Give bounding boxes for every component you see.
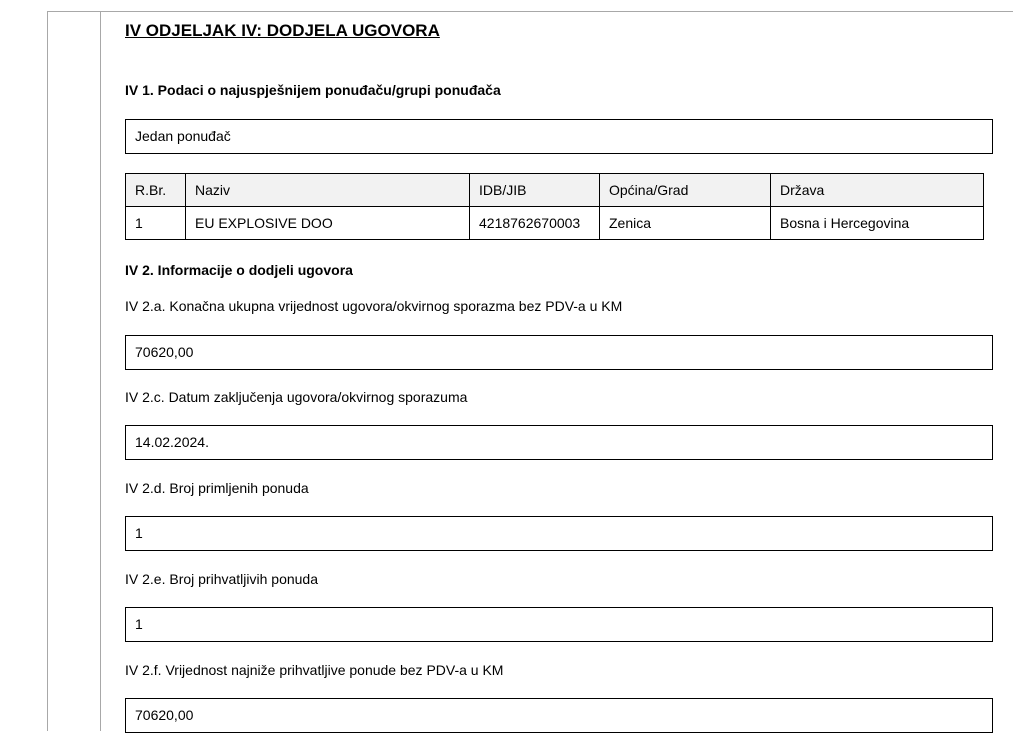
received-offers-value: 1 [135,525,143,541]
contract-date-label: IV 2.c. Datum zaključenja ugovora/okvirnog sporazuma [125,389,468,405]
table-header-row [126,174,984,207]
lowest-offer-label: IV 2.f. Vrijednost najniže prihvatljive ponude bez PDV-a u KM [125,662,504,678]
col-header-idb: IDB/JIB [470,174,600,207]
col-header-drzava: Država [771,174,984,207]
table-row [126,207,984,240]
col-header-naziv: Naziv [186,174,470,207]
cell-naziv: EU EXPLOSIVE DOO [186,207,470,240]
bidder-type-field [125,119,993,154]
page-frame-left [47,11,48,731]
acceptable-offers-label: IV 2.e. Broj prihvatljivih ponuda [125,571,318,587]
winning-bidder-table [125,173,984,240]
page-frame-top [47,11,1013,12]
cell-drzava: Bosna i Hercegovina [771,207,984,240]
acceptable-offers-value: 1 [135,616,143,632]
contract-value-label: IV 2.a. Konačna ukupna vrijednost ugovora/okvirnog sporazma bez PDV-a u KM [125,298,623,314]
col-header-rbr: R.Br. [126,174,186,207]
contract-date-field [125,425,993,460]
cell-rbr: 1 [126,207,186,240]
iv2-heading: IV 2. Informacije o dodjeli ugovora [125,262,353,278]
contract-date-value: 14.02.2024. [135,434,209,450]
acceptable-offers-field [125,607,993,642]
cell-opcina: Zenica [600,207,771,240]
col-header-opcina: Općina/Grad [600,174,771,207]
lowest-offer-field [125,698,993,733]
section-title: IV ODJELJAK IV: DODJELA UGOVORA [125,21,440,40]
contract-value: 70620,00 [135,344,194,360]
received-offers-label: IV 2.d. Broj primljenih ponuda [125,480,309,496]
iv1-heading: IV 1. Podaci o najuspješnijem ponuđaču/grupi ponuđača [125,82,501,98]
received-offers-field [125,516,993,551]
lowest-offer-value: 70620,00 [135,707,194,723]
cell-idb: 4218762670003 [470,207,600,240]
bidder-type-value: Jedan ponuđač [135,128,231,144]
contract-value-field [125,335,993,370]
page-margin-line [100,11,101,731]
